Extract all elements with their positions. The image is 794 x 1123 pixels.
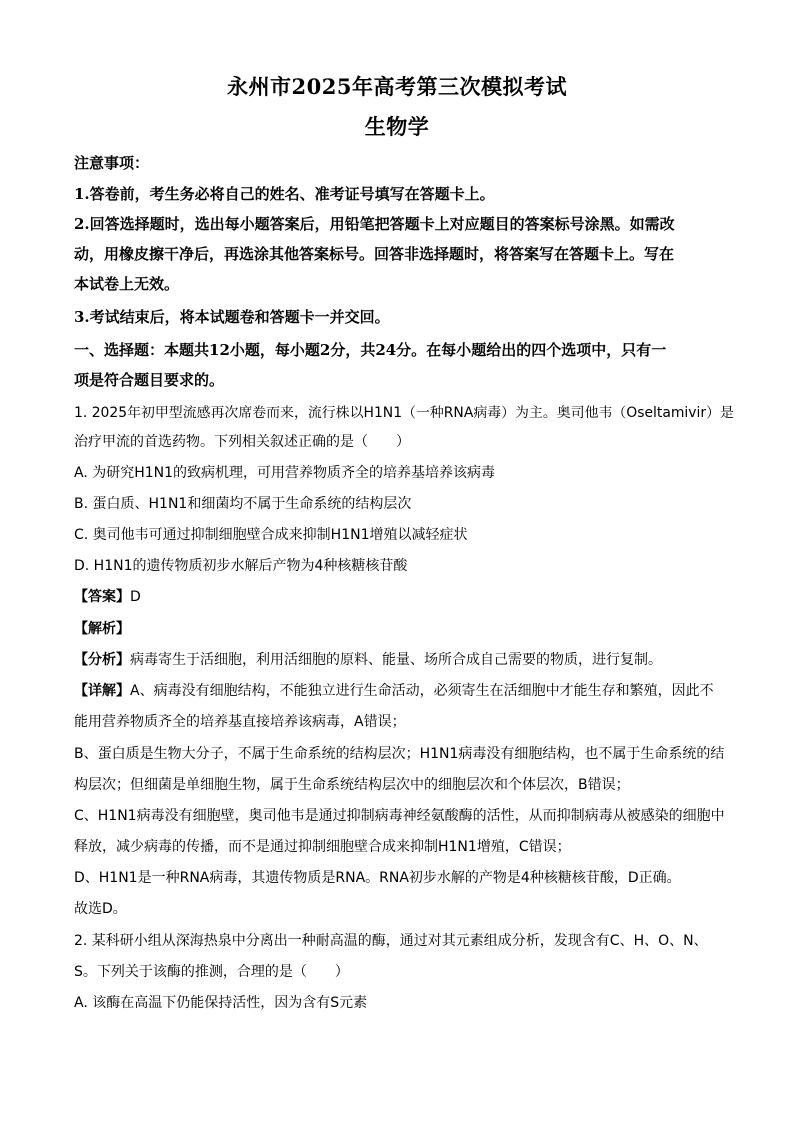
q2-stem-line-1: 2. 某科研小组从深海热泉中分离出一种耐高温的酶，通过对其元素组成分析，发现含有C、H、O、N、 [74, 933, 708, 949]
fenxi-row [74, 649, 662, 669]
fenxi-tag: 【分析】 [74, 652, 130, 668]
xiangjie-line-3: B、蛋白质是生物大分子，不属于生命系统的结构层次；H1N1病毒没有细胞结构，也不属于生命系统的结 [74, 746, 725, 762]
fenxi-text: 病毒寄生于活细胞，利用活细胞的原料、能量、场所合成自己需要的物质，进行复制。 [130, 652, 662, 668]
xiangjie-line-2: 能用营养物质齐全的培养基直接培养该病毒，A错误； [74, 714, 406, 730]
section-heading-line-1: 一、选择题：本题共12小题，每小题2分，共24分。在每小题给出的四个选项中，只有一 [74, 341, 667, 359]
analysis-tag: 【解析】 [74, 621, 130, 637]
notice-heading: 注意事项： [74, 154, 150, 172]
xiangjie-line-5: C、H1N1病毒没有细胞壁，奥司他韦是通过抑制病毒神经氨酸酶的活性，从而抑制病毒从被感染的细胞中 [74, 808, 725, 824]
xiangjie-tag: 【详解】 [74, 683, 130, 699]
notice-item-2-line-2: 动，用橡皮擦干净后，再选涂其他答案标号。回答非选择题时，将答案写在答题卡上。写在 [74, 245, 675, 263]
xiangjie-line-6: 释放，减少病毒的传播，而不是通过抑制细胞壁合成来抑制H1N1增殖，C错误； [74, 839, 571, 855]
xiangjie-line-7: D、H1N1是一种RNA病毒，其遗传物质是RNA。RNA初步水解的产物是4种核糖核苷酸，D正确。 [74, 870, 681, 886]
q1-option-b: B. 蛋白质、H1N1和细菌均不属于生命系统的结构层次 [74, 496, 412, 512]
xiangjie-line-1: A、病毒没有细胞结构，不能独立进行生命活动，必须寄生在活细胞中才能生存和繁殖，因此不 [130, 683, 714, 699]
q1-option-d: D. H1N1的遗传物质初步水解后产物为4种核糖核苷酸 [74, 558, 408, 574]
q2-option-a: A. 该酶在高温下仍能保持活性，因为含有S元素 [74, 995, 368, 1011]
q1-option-c: C. 奥司他韦可通过抑制细胞壁合成来抑制H1N1增殖以减轻症状 [74, 527, 468, 543]
q1-option-a: A. 为研究H1N1的致病机理，可用营养物质齐全的培养基培养该病毒 [74, 465, 496, 481]
xiangjie-line-4: 构层次；但细菌是单细胞生物，属于生命系统结构层次中的细胞层次和个体层次，B错误； [74, 777, 630, 793]
notice-item-2-line-1: 2.回答选择题时，选出每小题答案后，用铅笔把答题卡上对应题目的答案标号涂黑。如需改 [74, 215, 675, 233]
q1-stem-line-1: 1. 2025年初甲型流感再次席卷而来，流行株以H1N1（一种RNA病毒）为主。奥司他韦（Oseltamivir）是 [74, 405, 734, 421]
answer-tag: 【答案】 [74, 589, 130, 605]
q2-stem-line-2: S。下列关于该酶的推测，合理的是（ ） [74, 964, 349, 980]
subject-title: 生物学 [364, 114, 430, 139]
notice-item-1: 1.答卷前，考生务必将自己的姓名、准考证号填写在答题卡上。 [74, 185, 495, 203]
exam-title: 永州市2025年高考第三次模拟考试 [227, 74, 567, 99]
answer-value: D [130, 589, 141, 605]
xiangjie-line-8: 故选D。 [74, 901, 127, 917]
q1-answer-row [74, 586, 141, 606]
section-heading-line-2: 项是符合题目要求的。 [74, 371, 225, 389]
notice-item-3: 3.考试结束后，将本试题卷和答题卡一并交回。 [74, 308, 390, 326]
notice-item-2-line-3: 本试卷上无效。 [74, 275, 180, 293]
xiangjie-row [74, 680, 714, 700]
q1-stem-line-2: 治疗甲流的首选药物。下列相关叙述正确的是（ ） [74, 434, 410, 450]
